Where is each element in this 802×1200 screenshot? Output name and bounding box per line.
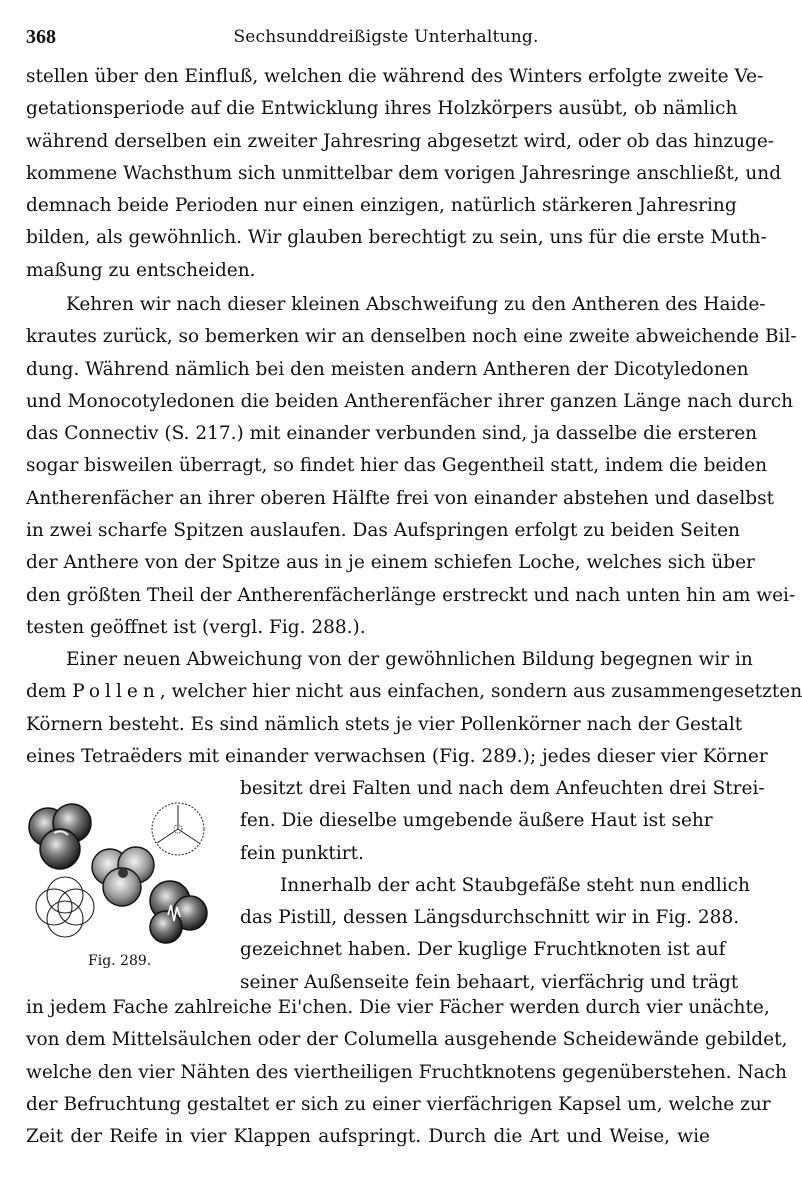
- text-line: das Connectiv (S. 217.) mit einander verbunden sind, ja dasselbe die ersteren: [26, 423, 758, 445]
- text-line: dung. Während nämlich bei den meisten andern Antheren der Dicotyledonen: [26, 358, 749, 380]
- pollen-tetrad-outline-top-right: [152, 803, 204, 855]
- text-line: testen geöffnet ist (vergl. Fig. 288.).: [26, 616, 366, 638]
- text-line: gezeichnet haben. Der kuglige Fruchtknoten ist auf: [240, 939, 726, 961]
- text-line: der Anthere von der Spitze aus in je einem schiefen Loche, welches sich über: [26, 552, 755, 574]
- text-line: Körnern besteht. Es sind nämlich stets je vier Pollenkörner nach der Gestalt: [26, 713, 743, 735]
- text-line: der Befruchtung gestaltet er sich zu einer vierfächrigen Kapsel um, welche zur: [26, 1093, 771, 1115]
- paragraph-pollen: [26, 644, 802, 773]
- text-line: sogar bisweilen überragt, so findet hier das Gegentheil statt, indem die beiden: [26, 455, 768, 477]
- text-line: besitzt drei Falten und nach dem Anfeuchten drei Strei-: [240, 778, 765, 799]
- text-line: [26, 676, 802, 708]
- text-line: das Pistill, dessen Längsdurchschnitt wir in Fig. 288.: [240, 907, 740, 929]
- text-line: welche den vier Nähten des viertheiligen Fruchtknotens gegenüberstehen. Nach: [26, 1061, 787, 1083]
- pollen-illustration: [20, 795, 225, 955]
- text-line: fen. Die dieselbe umgebende äußere Haut ist sehr: [240, 810, 713, 832]
- text-line: von dem Mittelsäulchen oder der Columella ausgehende Scheidewände gebildet,: [26, 1029, 788, 1051]
- text-line: Einer neuen Abweichung von der gewöhnlichen Bildung begegnen wir in: [66, 649, 753, 670]
- text-line: maßung zu entscheiden.: [26, 259, 256, 281]
- pollen-tetrad-shaded-top-left: [29, 804, 91, 869]
- text-line: Innerhalb der acht Staubgefäße steht nun endlich: [280, 874, 750, 896]
- text-line: eines Tetraëders mit einander verwachsen (Fig. 289.); jedes dieser vier Körner: [26, 745, 768, 767]
- page-header: [26, 26, 710, 56]
- text-line: Antherenfächer an ihrer oberen Hälfte frei von einander abstehen und daselbst: [26, 487, 775, 509]
- page-number: 368: [26, 26, 56, 48]
- text-line: fein punktirt.: [240, 842, 364, 864]
- pollen-tetrad-outline-bottom-left: [36, 877, 94, 937]
- text-line: getationsperiode auf die Entwicklung ihres Holzkörpers ausübt, ob nämlich: [26, 98, 738, 120]
- text-line: stellen über den Einfluß, welchen die während des Winters erfolgte zweite Ve-: [26, 66, 764, 87]
- text-line: Zeit der Reife in vier Klappen aufspringt. Durch die Art und Weise, wie: [26, 1126, 710, 1148]
- text-line: kommene Wachsthum sich unmittelbar dem vorigen Jahresringe anschließt, und: [26, 162, 782, 184]
- text-line: Kehren wir nach dieser kleinen Abschweifung zu den Antheren des Haide-: [66, 294, 766, 315]
- text-line: seiner Außenseite fein behaart, vierfächrig und trägt: [240, 971, 739, 993]
- paragraph-pistill-continuation: [26, 992, 788, 1153]
- text-line: den größten Theil der Antherenfächerlänge erstreckt und nach unten hin am wei-: [26, 584, 796, 606]
- figure-caption: Fig. 289.: [88, 953, 152, 969]
- paragraph-antheren: [26, 289, 797, 644]
- text-line: krautes zurück, so bemerken wir an denselben noch eine zweite abweichende Bil-: [26, 326, 797, 348]
- text-line: in zwei scharfe Spitzen auslaufen. Das Aufspringen erfolgt zu beiden Seiten: [26, 520, 740, 542]
- text-line: und Monocotyledonen die beiden Antherenfächer ihrer ganzen Länge nach durch: [26, 390, 794, 412]
- text-line: während derselben ein zweiter Jahresring abgesetzt wird, oder ob das hinzuge-: [26, 130, 775, 152]
- paragraph-right-column: [240, 773, 765, 999]
- text-line: bilden, als gewöhnlich. Wir glauben berechtigt zu sein, uns für die erste Muth-: [26, 227, 767, 249]
- figure-289-pollen-tetrads: [20, 795, 225, 985]
- text-fragment: , welcher hier nicht aus einfachen, sondern aus zusammengesetzten: [159, 681, 802, 703]
- text-line: in jedem Fache zahlreiche Ei'chen. Die vier Fächer werden durch vier unächte,: [26, 997, 770, 1018]
- running-title: Sechsunddreißigste Unterhaltung.: [233, 27, 539, 47]
- text-fragment: dem: [26, 681, 73, 703]
- paragraph-continuation: [26, 61, 782, 287]
- text-line: demnach beide Perioden nur einen einzigen, natürlich stärkeren Jahresring: [26, 195, 737, 217]
- pollen-tetrad-shaded-bottom-right: [150, 881, 207, 943]
- pollen-tetrad-shaded-center: [92, 847, 154, 906]
- emphasized-term: Pollen: [72, 681, 160, 703]
